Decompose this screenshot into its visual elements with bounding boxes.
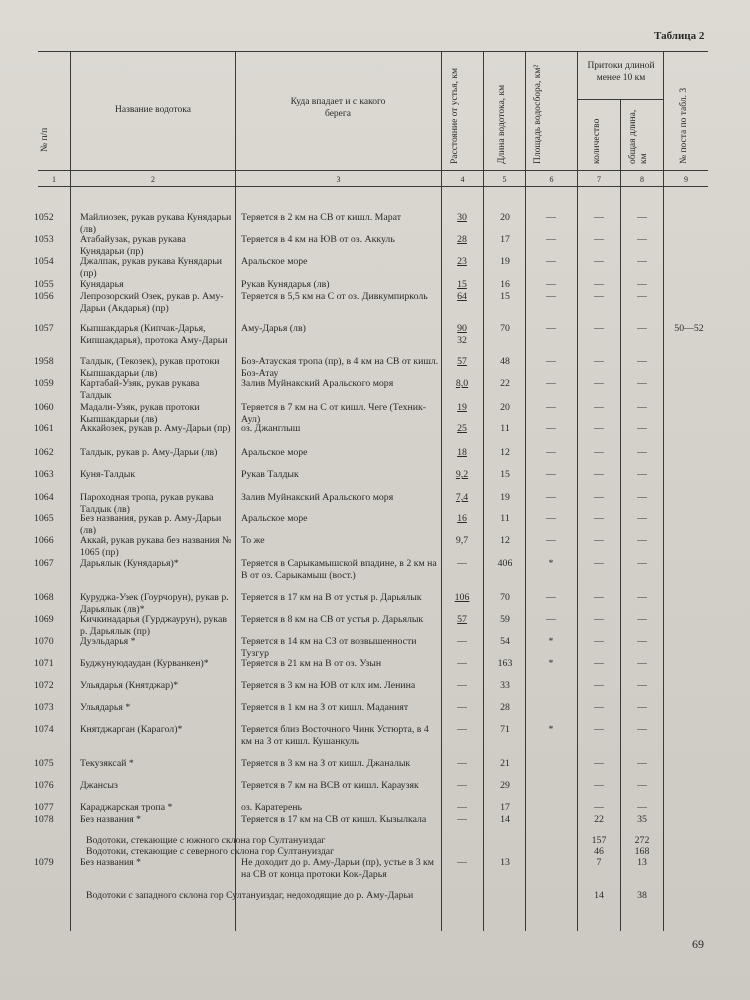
- watercourse-name: Княтджарган (Карагол)*: [80, 724, 183, 735]
- tributary-count: —: [594, 423, 604, 434]
- basin-area: —: [546, 279, 556, 290]
- distance-from-mouth: 8,0: [455, 378, 469, 389]
- tributary-count: 22: [594, 814, 604, 825]
- tributary-total-length: —: [637, 323, 647, 334]
- outflow-location: Аральское море: [241, 447, 308, 458]
- outflow-location: Теряется в 7 км на С от кишл. Чеге (Техник-Аул): [241, 402, 427, 425]
- row-number: 1059: [34, 378, 54, 389]
- header-trib-count: количество: [592, 118, 602, 164]
- basin-area: —: [546, 447, 556, 458]
- watercourse-length: 406: [497, 558, 513, 569]
- watercourse-length: 19: [500, 492, 510, 503]
- header-where: Куда впадает и с какого берега: [290, 97, 386, 119]
- tributary-count: —: [594, 402, 604, 413]
- header-name: Название водотока: [115, 105, 191, 115]
- tributary-total-length: —: [637, 535, 647, 546]
- distance-from-mouth: —: [457, 680, 467, 691]
- watercourse-name: Лепрозорский Озек, рукав р. Аму-Дарьи (Акдарья) (пр): [80, 291, 224, 314]
- outflow-location: Теряется в 1 км на З от кишл. Маданият: [241, 702, 409, 713]
- tributary-count: —: [594, 758, 604, 769]
- header-top-rule: [38, 51, 708, 52]
- watercourse-length: 11: [500, 513, 510, 524]
- watercourse-name: Аккай, рукав рукава без названия № 1065 (пр): [80, 535, 232, 558]
- tributary-total-length: 272: [634, 835, 650, 846]
- basin-area: —: [546, 535, 556, 546]
- tributary-count: —: [594, 702, 604, 713]
- outflow-location: Залив Муйнакский Аральского моря: [241, 492, 394, 503]
- watercourse-length: 11: [500, 423, 510, 434]
- summary-text: Водотоки с западного склона гор Султануиздаг, недоходящие до р. Аму-Дарьи: [86, 890, 414, 901]
- colnum-3: 3: [336, 175, 341, 184]
- tributary-count: —: [594, 658, 604, 669]
- distance-from-mouth: 106: [454, 592, 470, 603]
- basin-area: *: [548, 658, 554, 669]
- row-number: 1065: [34, 513, 54, 524]
- watercourse-name: Джалпак, рукав рукава Кунядарьи (пр): [80, 256, 223, 279]
- tributary-total-length: 13: [637, 857, 647, 868]
- watercourse-name: Картабай-Узяк, рукав рукава Талдык: [80, 378, 200, 401]
- tributary-total-length: —: [637, 513, 647, 524]
- watercourse-length: 13: [500, 857, 510, 868]
- row-number: 1062: [34, 447, 54, 458]
- colnum-7: 7: [597, 175, 601, 184]
- watercourse-length: 16: [500, 279, 510, 290]
- basin-area: —: [546, 513, 556, 524]
- row-number: 1061: [34, 423, 54, 434]
- watercourse-name: Без названия *: [80, 814, 142, 825]
- tributary-total-length: —: [637, 702, 647, 713]
- watercourse-length: 48: [500, 356, 510, 367]
- tributary-total-length: —: [637, 291, 647, 302]
- basin-area: *: [548, 724, 554, 735]
- col-divider: [620, 99, 621, 931]
- watercourse-name: Ульядарья *: [80, 702, 131, 713]
- watercourse-length: 20: [500, 212, 510, 223]
- distance-from-mouth: —: [457, 857, 467, 868]
- outflow-location: То же: [241, 535, 265, 546]
- colnum-8: 8: [640, 175, 644, 184]
- row-number: 1070: [34, 636, 54, 647]
- watercourse-length: 21: [500, 758, 510, 769]
- tributary-total-length: —: [637, 636, 647, 647]
- row-number: 1056: [34, 291, 54, 302]
- row-number: 1072: [34, 680, 54, 691]
- watercourse-length: 22: [500, 378, 510, 389]
- watercourse-length: 163: [497, 658, 513, 669]
- watercourse-length: 15: [500, 291, 510, 302]
- tributary-total-length: —: [637, 256, 647, 267]
- outflow-location: Боз-Атауская тропа (пр), в 4 км на СВ от кишл. Боз-Атау: [241, 356, 439, 379]
- basin-area: —: [546, 291, 556, 302]
- distance-from-mouth: 64: [457, 291, 467, 302]
- watercourse-name: Атабайузак, рукав рукава Кунядарьи (пр): [80, 234, 186, 257]
- watercourse-name: Мадали-Узяк, рукав протоки Кыпшакдарьи (лв): [80, 402, 200, 425]
- outflow-location: Не доходит до р. Аму-Дарьи (пр), устье в 3 км на СВ от конца протоки Кок-Дарья: [241, 857, 435, 880]
- watercourse-length: 15: [500, 469, 510, 480]
- watercourse-name: Талдык, рукав р. Аму-Дарьи (лв): [80, 447, 218, 458]
- colnum-2: 2: [151, 175, 155, 184]
- tributary-total-length: —: [637, 492, 647, 503]
- tributary-total-length: —: [637, 658, 647, 669]
- outflow-location: Аральское море: [241, 256, 308, 267]
- distance-from-mouth: 9,7: [455, 535, 469, 546]
- tributary-total-length: —: [637, 234, 647, 245]
- watercourse-name: Талдык, (Текозек), рукав протоки Кыпшакдарьи (лв): [80, 356, 220, 379]
- basin-area: —: [546, 378, 556, 389]
- tributary-count: —: [594, 724, 604, 735]
- outflow-location: Теряется в 21 км на В от оз. Узын: [241, 658, 382, 669]
- distance-from-mouth: 25: [457, 423, 467, 434]
- tributary-count: —: [594, 780, 604, 791]
- tributary-total-length: —: [637, 279, 647, 290]
- row-number: 1075: [34, 758, 54, 769]
- distance-from-mouth: 15: [457, 279, 467, 290]
- basin-area: —: [546, 423, 556, 434]
- watercourse-name: Джансыз: [80, 780, 118, 791]
- basin-area: *: [548, 636, 554, 647]
- watercourse-name: Без названия, рукав р. Аму-Дарьи (лв): [80, 513, 222, 536]
- outflow-location: Теряется в 2 км на СВ от кишл. Марат: [241, 212, 401, 223]
- distance-from-mouth: —: [457, 814, 467, 825]
- distance-from-mouth: —: [457, 636, 467, 647]
- tributary-count: —: [594, 378, 604, 389]
- distance-from-mouth: —: [457, 702, 467, 713]
- tributary-count: —: [594, 513, 604, 524]
- row-number: 1076: [34, 780, 54, 791]
- watercourse-length: 17: [500, 234, 510, 245]
- row-number: 1060: [34, 402, 54, 413]
- basin-area: *: [548, 558, 554, 569]
- colnum-9: 9: [684, 175, 688, 184]
- watercourse-name: Дуэльдарья *: [80, 636, 136, 647]
- tributary-total-length: —: [637, 680, 647, 691]
- row-number: 1055: [34, 279, 54, 290]
- outflow-location: Рукав Талдык: [241, 469, 299, 480]
- row-number: 1063: [34, 469, 54, 480]
- outflow-location: оз. Джанглыш: [241, 423, 301, 434]
- distance-from-mouth: 7,4: [455, 492, 469, 503]
- basin-area: —: [546, 323, 556, 334]
- tributary-total-length: —: [637, 356, 647, 367]
- outflow-location: Теряется в 3 км на ЮВ от клх им. Ленина: [241, 680, 416, 691]
- outflow-location: Теряется в 3 км на З от кишл. Джаналык: [241, 758, 411, 769]
- outflow-location: Залив Муйнакский Аральского моря: [241, 378, 394, 389]
- summary-text: Водотоки, стекающие с северного склона гор Султануиздаг: [86, 846, 335, 857]
- distance-from-mouth: —: [457, 658, 467, 669]
- row-number: 1066: [34, 535, 54, 546]
- distance-from-mouth: —: [457, 780, 467, 791]
- tributary-total-length: —: [637, 378, 647, 389]
- watercourse-name: Куня-Талдык: [80, 469, 136, 480]
- tributary-total-length: —: [637, 780, 647, 791]
- outflow-location: Теряется в 4 км на ЮВ от оз. Аккуль: [241, 234, 395, 245]
- tributary-count: —: [594, 323, 604, 334]
- basin-area: —: [546, 614, 556, 625]
- tributary-count: —: [594, 802, 604, 813]
- watercourse-length: 28: [500, 702, 510, 713]
- tributary-total-length: —: [637, 592, 647, 603]
- watercourse-length: 70: [500, 592, 510, 603]
- row-number: 1071: [34, 658, 54, 669]
- outflow-location: Теряется в 17 км на СВ от кишл. Кызылкала: [241, 814, 427, 825]
- tributary-total-length: —: [637, 469, 647, 480]
- outflow-location: Аральское море: [241, 513, 308, 524]
- watercourse-length: 54: [500, 636, 510, 647]
- tributary-total-length: —: [637, 447, 647, 458]
- watercourse-length: 19: [500, 256, 510, 267]
- outflow-location: Теряется близ Восточного Чинк Устюрта, в 4 км на З от кишл. Кушанкуль: [241, 724, 429, 747]
- watercourse-name: Пароходная тропа, рукав рукава Талдык (лв): [80, 492, 214, 515]
- basin-area: —: [546, 492, 556, 503]
- watercourse-name: Кыпшакдарья (Кипчак-Дарья, Кипшакдарья), протока Аму-Дарьи: [80, 323, 228, 346]
- tributary-count: 7: [596, 857, 602, 868]
- tributary-count: —: [594, 279, 604, 290]
- tributary-count: —: [594, 234, 604, 245]
- header-bottom-rule: [38, 170, 708, 171]
- header-post: № поста по табл. 3: [679, 87, 689, 164]
- tributary-count: 157: [591, 835, 607, 846]
- row-number: 1074: [34, 724, 54, 735]
- outflow-location: Теряется в 5,5 км на С от оз. Дивкумпирколь: [241, 291, 428, 302]
- tributary-count: —: [594, 492, 604, 503]
- tributary-total-length: —: [637, 614, 647, 625]
- tributary-count: 46: [594, 846, 604, 857]
- summary-text: Водотоки, стекающие с южного склона гор Султануиздаг: [86, 835, 326, 846]
- tributary-count: —: [594, 469, 604, 480]
- outflow-location: Теряется в 7 км на ВСВ от кишл. Караузяк: [241, 780, 419, 791]
- tributary-total-length: 168: [634, 846, 650, 857]
- tributary-count: —: [594, 558, 604, 569]
- distance-from-mouth: 18: [457, 447, 467, 458]
- tributary-total-length: —: [637, 402, 647, 413]
- outflow-location: Теряется в 14 км на СЗ от возвышенности Тузгур: [241, 636, 417, 659]
- header-num: № п/п: [40, 127, 50, 152]
- watercourse-name: Текузяксай *: [80, 758, 134, 769]
- outflow-location: Теряется в 17 км на В от устья р. Дарьялык: [241, 592, 422, 603]
- tributary-count: —: [594, 356, 604, 367]
- distance-from-mouth: 19: [457, 402, 467, 413]
- watercourse-length: 20: [500, 402, 510, 413]
- row-number: 1054: [34, 256, 54, 267]
- header-area: Площадь водосбора, км²: [533, 64, 543, 164]
- watercourse-name: Кунядарья: [80, 279, 124, 290]
- basin-area: —: [546, 469, 556, 480]
- basin-area: —: [546, 402, 556, 413]
- colnum-rule: [38, 186, 708, 187]
- tributary-count: —: [594, 636, 604, 647]
- watercourse-name: Майлиозек, рукав рукава Кунядарьи (лв): [80, 212, 232, 235]
- watercourse-length: 33: [500, 680, 510, 691]
- colnum-4: 4: [460, 175, 465, 184]
- basin-area: —: [546, 234, 556, 245]
- tributary-count: —: [594, 291, 604, 302]
- tributary-count: —: [594, 680, 604, 691]
- tributary-total-length: —: [637, 423, 647, 434]
- colnum-1: 1: [52, 175, 56, 184]
- distance-from-mouth: 30: [457, 212, 467, 223]
- basin-area: —: [546, 592, 556, 603]
- watercourse-length: 59: [500, 614, 510, 625]
- header-trib-total: общая длина, км: [628, 109, 649, 164]
- row-number: 1078: [34, 814, 54, 825]
- outflow-location: Теряется в 8 км на СВ от устья р. Дарьялык: [241, 614, 424, 625]
- row-number: 1069: [34, 614, 54, 625]
- row-number: 1067: [34, 558, 54, 569]
- watercourse-length: 12: [500, 535, 510, 546]
- watercourse-name: Куруджа-Узек (Гоурчорун), рукав р. Дарьялык (лв)*: [80, 592, 229, 615]
- post-number: 50—52: [674, 323, 704, 334]
- distance-from-mouth: 28: [457, 234, 467, 245]
- watercourse-name: Кичкинадарья (Гурджаурун), рукав р. Дарьялык (пр): [80, 614, 228, 637]
- outflow-location: Теряется в Сарыкамышской впадине, в 2 км на В от оз. Сарыкамыш (вост.): [241, 558, 437, 581]
- tributary-total-length: —: [637, 212, 647, 223]
- tributary-count: —: [594, 535, 604, 546]
- tributary-count: —: [594, 592, 604, 603]
- distance-from-mouth: 90: [457, 323, 467, 334]
- tributary-total-length: —: [637, 558, 647, 569]
- row-number: 1068: [34, 592, 54, 603]
- watercourse-name: Буджунуюдаудан (Курванкен)*: [80, 658, 209, 669]
- row-number: 1073: [34, 702, 54, 713]
- watercourse-name: Ульядарья (Княтджар)*: [80, 680, 179, 691]
- distance-secondary: 32: [457, 335, 467, 346]
- row-number: 1053: [34, 234, 54, 245]
- watercourse-length: 29: [500, 780, 510, 791]
- distance-from-mouth: —: [457, 724, 467, 735]
- page-number: 69: [692, 937, 704, 951]
- tributary-count: —: [594, 614, 604, 625]
- distance-from-mouth: 9,2: [455, 469, 469, 480]
- row-number: 1958: [34, 356, 54, 367]
- row-number: 1077: [34, 802, 54, 813]
- watercourse-length: 12: [500, 447, 510, 458]
- tributary-total-length: 35: [637, 814, 647, 825]
- tributary-count: —: [594, 212, 604, 223]
- row-number: 1052: [34, 212, 54, 223]
- watercourse-name: Без названия *: [80, 857, 142, 868]
- outflow-location: оз. Каратерень: [241, 802, 303, 813]
- tributary-total-length: —: [637, 758, 647, 769]
- distance-from-mouth: —: [457, 802, 467, 813]
- tributary-total-length: —: [637, 802, 647, 813]
- distance-from-mouth: —: [457, 558, 467, 569]
- watercourse-name: Дарьялык (Кунядарья)*: [80, 558, 179, 569]
- watercourse-length: 70: [500, 323, 510, 334]
- outflow-location: Рукав Кунядарья (лв): [241, 279, 330, 290]
- watercourse-name: Аккайозек, рукав р. Аму-Дарьи (пр): [80, 423, 231, 434]
- watercourse-length: 14: [500, 814, 510, 825]
- distance-from-mouth: —: [457, 758, 467, 769]
- distance-from-mouth: 57: [457, 356, 467, 367]
- basin-area: —: [546, 212, 556, 223]
- distance-from-mouth: 16: [457, 513, 467, 524]
- tributary-count: —: [594, 256, 604, 267]
- table-title: Таблица 2: [654, 30, 705, 42]
- header-tributaries: Притоки длиной менее 10 км: [587, 61, 655, 83]
- tributary-total-length: 38: [637, 890, 647, 901]
- watercourse-length: 17: [500, 802, 510, 813]
- colnum-6: 6: [549, 175, 554, 184]
- tributary-count: 14: [594, 890, 604, 901]
- colnum-5: 5: [502, 175, 507, 184]
- header-dist: Расстояние от устья, км: [450, 67, 460, 164]
- distance-from-mouth: 23: [457, 256, 467, 267]
- basin-area: —: [546, 256, 556, 267]
- row-number: 1079: [34, 857, 54, 868]
- watercourse-length: 71: [500, 724, 510, 735]
- outflow-location: Аму-Дарья (лв): [241, 323, 306, 334]
- tributary-count: —: [594, 447, 604, 458]
- basin-area: —: [546, 356, 556, 367]
- watercourse-name: Караджарская тропа *: [80, 802, 173, 813]
- header-length: Длина водотока, км: [497, 84, 507, 164]
- row-number: 1064: [34, 492, 54, 503]
- row-number: 1057: [34, 323, 54, 334]
- tributary-total-length: —: [637, 724, 647, 735]
- distance-from-mouth: 57: [457, 614, 467, 625]
